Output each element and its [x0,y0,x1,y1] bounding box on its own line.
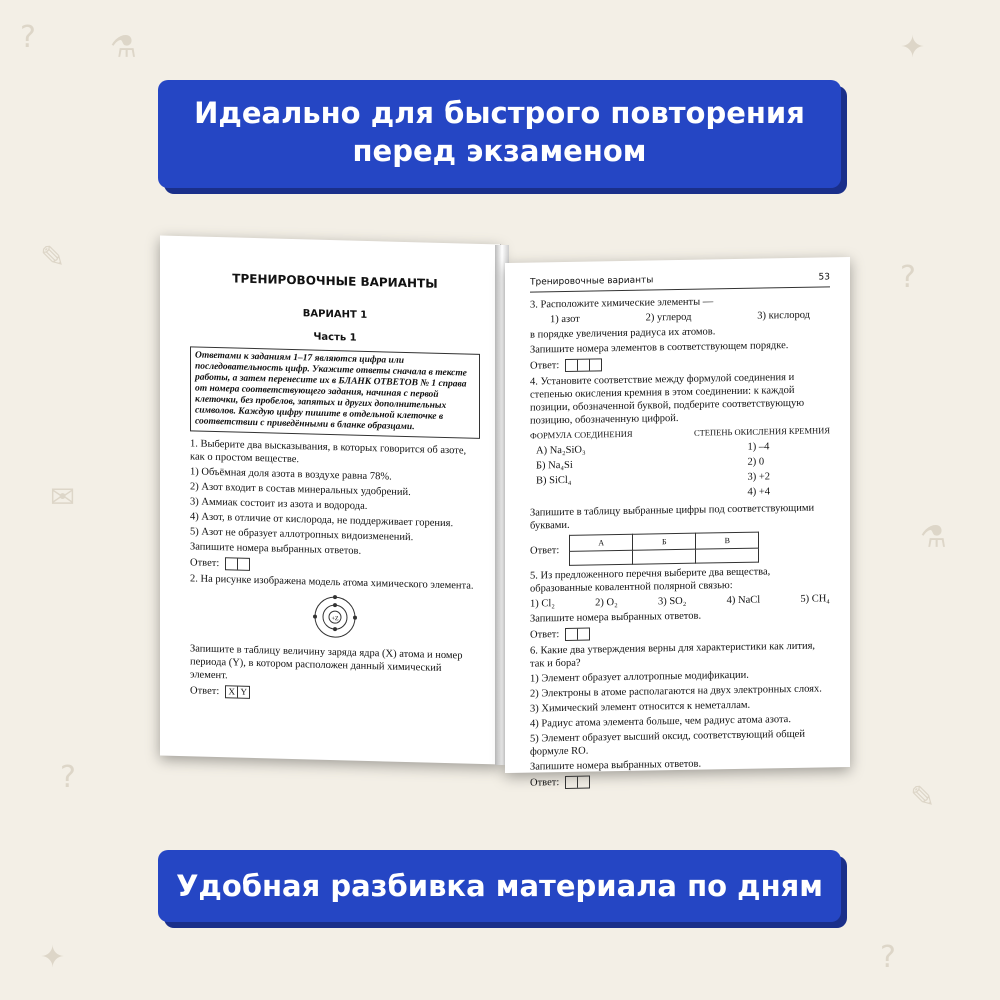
answer-label: Ответ: [190,557,220,570]
question-1: 1. Выберите два высказывания, в которых говорится об азоте, как о простом веществе. [190,438,467,466]
question-6: 6. Какие два утверждения верны для характеристики как лития, так и бора? [530,640,816,670]
q4-formula: А) Na₂SiO₃ [536,444,586,457]
question-4: 4. Установите соответствие между формулой соединения и степенью окисления кремния в этом соединении: к каждой позиции, обозначенной буквой, подберите соответствующую позицию, обозначенную цифрой. [530,371,805,427]
q3-option: 2) углерод [645,311,692,324]
question-mark-icon: ? [60,760,76,795]
q3-option: 3) кислород [757,309,810,322]
answer-row [530,771,830,789]
q6-option: 3) Химический элемент относится к неметаллам. [530,699,751,715]
q1-option: 4) Азот, в отличие от кислорода, не поддерживает горения. [190,511,454,530]
question-mark-icon: ? [20,20,36,55]
flask-icon: ⚗ [920,520,947,555]
q5-option: 4) NaCl [726,594,761,607]
variant-heading: ВАРИАНТ 1 [302,308,368,321]
answer-label: Ответ: [530,777,560,789]
q3-order: в порядке увеличения радиуса их атомов. [530,326,716,341]
q4-oxidation-state: 4) +4 [747,486,770,498]
q5-option: 5) CH₄ [800,593,830,605]
pencil-icon: ✎ [910,780,936,815]
open-book [150,240,855,789]
running-head-title: Тренировочные варианты [530,275,654,288]
left-page [160,236,501,765]
book-icon: ✉ [50,480,76,515]
top-banner-line2: перед экзаменом [352,134,647,168]
q4-matching [530,437,830,504]
write-instruction: Запишите номера выбранных ответов. [530,758,702,773]
question-2: 2. На рисунке изображена модель атома химического элемента. [190,573,474,592]
q4-formula: Б) Na₄Si [536,459,573,472]
running-head [530,271,830,292]
answer-row [530,530,830,566]
nucleus-label: +Z [331,616,339,623]
q1-option: 5) Азот не образует аллотропных видоизменений. [190,526,414,544]
answer-row [530,354,830,372]
q2-instruction: Запишите в таблицу величину заряда ядра (X) атома и номер периода (Y), в котором расположен данный химический элемент. [190,643,463,682]
part-heading: Часть 1 [313,331,357,344]
write-instruction: Запишите номера выбранных ответов. [530,610,702,625]
question-mark-icon: ? [900,260,916,295]
answer-box [565,776,590,789]
bottom-banner [158,850,841,922]
answer-label: Ответ: [530,545,560,557]
abv-table [569,532,759,566]
answer-label: Ответ: [530,360,560,372]
q3-option: 1) азот [550,313,580,326]
q3-instruction: Запишите номера элементов в соответствующем порядке. [530,340,789,356]
q1-option: 1) Объёмная доля азота в воздухе равна 78%. [190,466,392,483]
bottom-banner-text: Удобная разбивка материала по дням [176,869,823,903]
flask-icon: ⚗ [110,30,137,65]
y-cell: Y [240,686,247,697]
q6-option: 2) Электроны в атоме располагаются на двух электронных слоях. [530,683,822,700]
q4-oxidation-state: 2) 0 [747,456,765,468]
xy-table [225,685,250,699]
q6-option: 4) Радиус атома элемента больше, чем радиус атома азота. [530,714,791,730]
q5-option: 2) O₂ [595,597,618,609]
q4-oxidation-state: 3) +2 [747,471,770,483]
q4-oxidation-state: 1) –4 [747,441,770,453]
question-5: 5. Из предложенного перечня выберите два вещества, образованные ковалентной полярной связью: [530,566,771,595]
write-instruction: Запишите номера выбранных ответов. [190,541,362,557]
answer-box [565,628,590,641]
abv-header: В [696,532,759,549]
lightbulb-icon: ✦ [900,30,926,65]
abv-header: Б [633,533,696,550]
page-title: ТРЕНИРОВОЧНЫЕ ВАРИАНТЫ [232,271,438,291]
answer-label: Ответ: [530,629,560,641]
question-3: 3. Расположите химические элементы — [530,296,714,311]
q1-option: 3) Аммиак состоит из азота и водорода. [190,496,368,512]
top-banner [158,80,841,188]
q1-option: 2) Азот входит в состав минеральных удобрений. [190,481,411,499]
answer-box [225,557,250,571]
right-page [505,257,850,789]
q6-option: 5) Элемент образует высший оксид, соответствующий общей формуле RO. [530,728,805,758]
q6-option: 1) Элемент образует аллотропные модификации. [530,669,749,685]
lightbulb-icon: ✦ [40,940,66,975]
answer-box [565,358,602,372]
pencil-icon: ✎ [40,240,66,275]
answer-label: Ответ: [190,685,220,698]
q5-option: 1) Cl₂ [530,598,555,610]
question-mark-icon: ? [880,940,896,975]
top-banner-line1: Идеально для быстрого повторения [194,96,805,130]
q5-option: 3) SO₂ [657,595,687,608]
atom-diagram [300,594,370,641]
q4-instruction: Запишите в таблицу выбранные цифры под соответствующими буквами. [530,502,815,532]
page-number: 53 [818,272,830,283]
x-cell: X [226,686,238,697]
q4-formula: В) SiCl₄ [536,474,572,487]
q4-column-header: ФОРМУЛА СОЕДИНЕНИЯ [530,428,633,441]
instructions-box: Ответами к заданиям 1–17 являются цифра или последовательность цифр. Укажите ответы сначала в тексте работы, а затем перенесите их в БЛАНК ОТВЕТОВ № 1 справа от номера соответствующего задания, начиная с первой клеточки, без пробелов, запятых и других дополнительных символов. Каждую цифру пишите в отдельной клеточке в соответствии с приведёнными в бланке образцами. [190,346,480,439]
q4-column-header: СТЕПЕНЬ ОКИСЛЕНИЯ КРЕМНИЯ [693,425,830,438]
abv-header: А [570,534,633,551]
answer-row [530,623,830,641]
